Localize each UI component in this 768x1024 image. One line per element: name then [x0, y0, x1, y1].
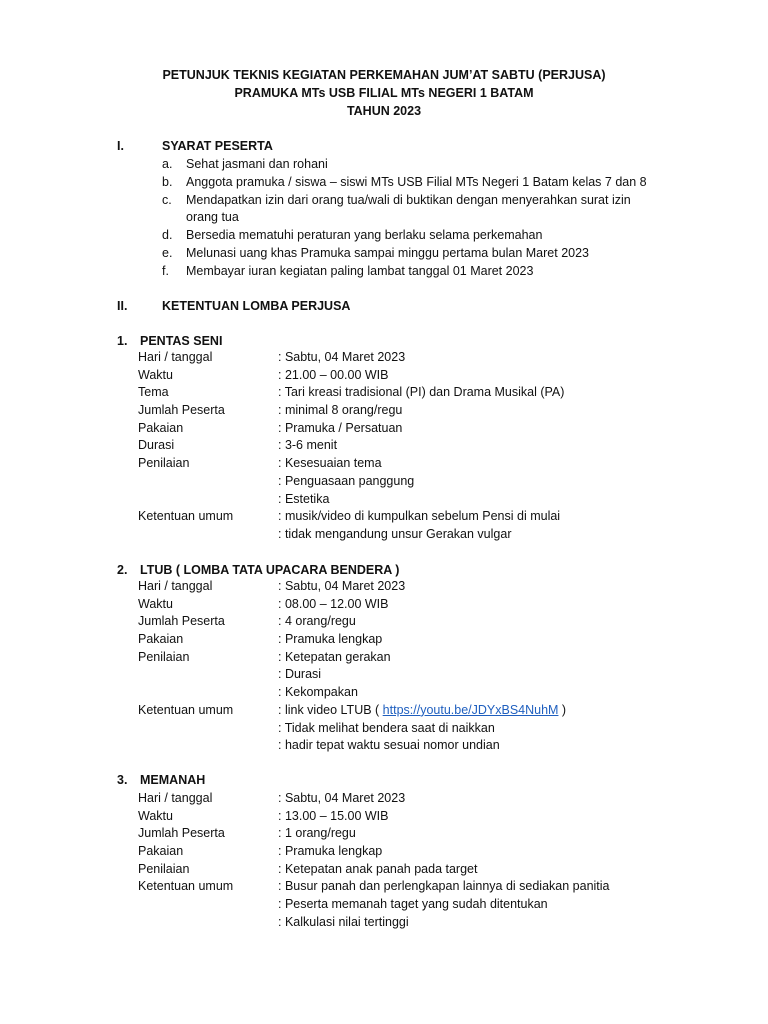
detail-value: : Sabtu, 04 Maret 2023: [278, 350, 406, 364]
list-item: Melunasi uang khas Pramuka sampai minggu pertama bulan Maret 2023: [186, 246, 590, 260]
list-item: Bersedia mematuhi peraturan yang berlaku selama perkemahan: [186, 228, 543, 242]
detail-label: Hari / tanggal: [138, 350, 213, 364]
detail-value: : 3-6 menit: [278, 438, 338, 453]
detail-row: [0, 861, 768, 879]
lomba-3-details: [0, 790, 768, 932]
detail-label: Penilaian: [138, 861, 190, 876]
detail-row: [0, 720, 768, 738]
detail-row: [0, 843, 768, 861]
detail-label: Jumlah Peserta: [138, 826, 225, 841]
link-prefix: : link video LTUB (: [278, 702, 383, 717]
detail-label: Pakaian: [138, 844, 184, 859]
detail-label: Pakaian: [138, 420, 184, 435]
detail-label: Jumlah Peserta: [138, 614, 225, 629]
detail-value: : Pramuka lengkap: [278, 632, 383, 647]
ltub-video-link[interactable]: https://youtu.be/JDYxBS4NuhM: [382, 702, 559, 717]
detail-row: [0, 613, 768, 631]
list-item-letter: a.: [162, 157, 173, 171]
detail-value: : Sabtu, 04 Maret 2023: [278, 579, 406, 593]
link-suffix: ): [558, 702, 567, 717]
detail-row: [0, 402, 768, 420]
detail-label: Tema: [138, 385, 169, 400]
detail-value: : Tidak melihat bendera saat di naikkan: [278, 720, 495, 735]
detail-label: Pakaian: [138, 632, 184, 647]
detail-value: : Peserta memanah taget yang sudah ditentukan: [278, 897, 548, 912]
detail-label: Hari / tanggal: [138, 791, 213, 805]
title-line-3: TAHUN 2023: [346, 104, 422, 118]
detail-value: : 4 orang/regu: [278, 614, 356, 629]
list-item: Membayar iuran kegiatan paling lambat tanggal 01 Maret 2023: [186, 264, 534, 278]
list-item-continuation: orang tua: [186, 210, 239, 224]
detail-label: Penilaian: [138, 649, 190, 664]
detail-row: [0, 384, 768, 402]
section-1-number: I.: [117, 139, 124, 153]
title-line-1: PETUNJUK TEKNIS KEGIATAN PERKEMAHAN JUM’AT SABTU (PERJUSA): [162, 68, 606, 82]
detail-value: : 1 orang/regu: [278, 826, 356, 841]
detail-row: [0, 790, 768, 808]
detail-value: : Kekompakan: [278, 685, 358, 700]
detail-row: [0, 491, 768, 509]
detail-value: : Busur panah dan perlengkapan lainnya di sediakan panitia: [278, 879, 610, 894]
detail-value: : Durasi: [278, 667, 322, 682]
document-title: [0, 66, 768, 120]
detail-row: [0, 649, 768, 667]
detail-row: [0, 808, 768, 826]
list-item: Mendapatkan izin dari orang tua/wali di buktikan dengan menyerahkan surat izin: [186, 193, 631, 207]
detail-value: : tidak mengandung unsur Gerakan vulgar: [278, 526, 512, 541]
section-1-heading: SYARAT PESERTA: [162, 139, 273, 153]
lomba-2-details: [0, 578, 768, 755]
detail-value: : hadir tepat waktu sesuai nomor undian: [278, 738, 500, 753]
detail-label: Waktu: [138, 367, 173, 382]
detail-row: [0, 684, 768, 702]
detail-value: : minimal 8 orang/regu: [278, 403, 403, 418]
list-item: Anggota pramuka / siswa – siswi MTs USB Filial MTs Negeri 1 Batam kelas 7 dan 8: [186, 175, 647, 189]
list-item-letter: e.: [162, 246, 173, 260]
detail-row: [0, 367, 768, 385]
list-item: Sehat jasmani dan rohani: [186, 157, 328, 171]
lomba-3-number: 3.: [117, 773, 128, 787]
detail-label: Ketentuan umum: [138, 702, 234, 717]
detail-label: Jumlah Peserta: [138, 403, 225, 418]
detail-value: : 08.00 – 12.00 WIB: [278, 596, 389, 611]
detail-row: [0, 914, 768, 932]
detail-value: : Penguasaan panggung: [278, 473, 415, 488]
detail-label: Ketentuan umum: [138, 879, 234, 894]
detail-value: : musik/video di kumpulkan sebelum Pensi di mulai: [278, 509, 561, 524]
detail-value: : Tari kreasi tradisional (PI) dan Drama Musikal (PA): [278, 385, 565, 400]
detail-value: : Pramuka lengkap: [278, 844, 383, 859]
detail-value: : Pramuka / Persatuan: [278, 420, 403, 435]
detail-label: Durasi: [138, 438, 175, 453]
lomba-3-heading: MEMANAH: [140, 773, 206, 787]
detail-value: : Estetika: [278, 491, 330, 506]
lomba-2-number: 2.: [117, 563, 128, 577]
detail-value: : Sabtu, 04 Maret 2023: [278, 791, 406, 805]
detail-row: [0, 666, 768, 684]
detail-row: [0, 508, 768, 526]
detail-row: [0, 878, 768, 896]
list-item-letter: d.: [162, 228, 173, 242]
detail-row: [0, 473, 768, 491]
list-item-letter: c.: [162, 193, 172, 207]
section-2-number: II.: [117, 299, 128, 313]
lomba-2-heading: LTUB ( LOMBA TATA UPACARA BENDERA ): [140, 563, 400, 577]
section-2-heading: KETENTUAN LOMBA PERJUSA: [162, 299, 351, 313]
detail-label: Waktu: [138, 596, 173, 611]
detail-row: [0, 349, 768, 367]
detail-row: [0, 825, 768, 843]
title-line-2: PRAMUKA MTs USB FILIAL MTs NEGERI 1 BATAM: [234, 86, 534, 100]
lomba-1-details: [0, 349, 768, 544]
detail-row: [0, 596, 768, 614]
detail-label: Ketentuan umum: [138, 509, 234, 524]
detail-label: Waktu: [138, 808, 173, 823]
lomba-1-number: 1.: [117, 334, 128, 348]
detail-row: [0, 702, 768, 720]
lomba-1-heading: PENTAS SENI: [140, 334, 223, 348]
list-item-letter: f.: [162, 264, 169, 278]
detail-value: : Kalkulasi nilai tertinggi: [278, 914, 409, 929]
detail-label: Penilaian: [138, 456, 190, 471]
detail-value: [278, 702, 566, 720]
detail-row: [0, 526, 768, 544]
list-item-letter: b.: [162, 175, 173, 189]
detail-row: [0, 578, 768, 596]
detail-row: [0, 437, 768, 455]
detail-value: : 13.00 – 15.00 WIB: [278, 808, 389, 823]
detail-row: [0, 631, 768, 649]
detail-value: : 21.00 – 00.00 WIB: [278, 367, 389, 382]
detail-row: [0, 896, 768, 914]
detail-row: [0, 737, 768, 755]
detail-value: : Ketepatan gerakan: [278, 649, 391, 664]
detail-row: [0, 455, 768, 473]
detail-row: [0, 420, 768, 438]
detail-label: Hari / tanggal: [138, 579, 213, 593]
detail-value: : Ketepatan anak panah pada target: [278, 861, 478, 876]
detail-value: : Kesesuaian tema: [278, 456, 382, 471]
